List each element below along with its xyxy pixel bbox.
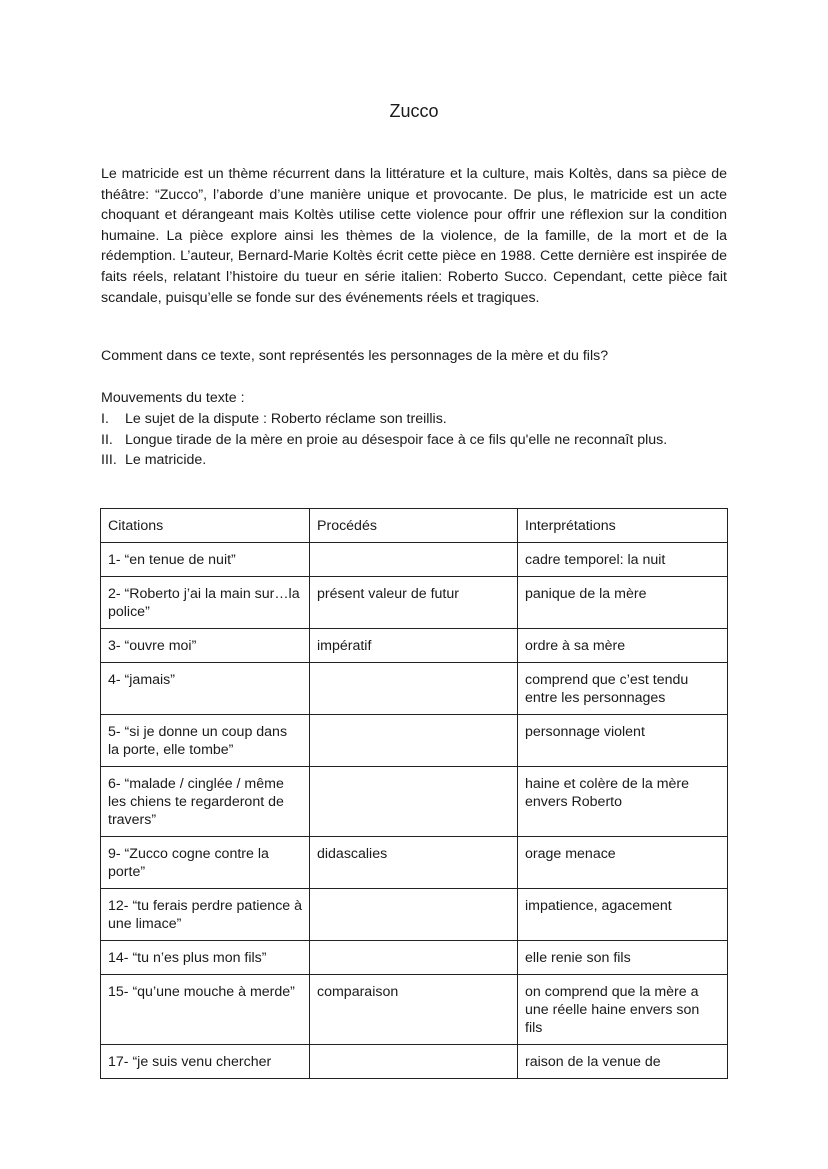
cell-citation: 3- “ouvre moi” xyxy=(101,629,310,663)
movement-number: II. xyxy=(101,431,113,448)
cell-citation: 15- “qu’une mouche à merde” xyxy=(101,975,310,1045)
cell-procede xyxy=(310,543,518,577)
table-row xyxy=(101,767,728,837)
movement-item xyxy=(101,450,667,471)
movement-text: Le matricide. xyxy=(125,452,207,469)
cell-citation: 17- “je suis venu chercher xyxy=(101,1045,310,1079)
cell-procede: impératif xyxy=(310,629,518,663)
cell-interpretation: elle renie son fils xyxy=(518,941,728,975)
cell-citation: 14- “tu n’es plus mon fils” xyxy=(101,941,310,975)
cell-citation: 2- “Roberto j’ai la main sur…la police” xyxy=(101,577,310,629)
table-row xyxy=(101,577,728,629)
intro-paragraph: Le matricide est un thème récurrent dans la littérature et la culture, mais Koltès, dans sa pièce de théâtre: “Zucco”, l’aborde d’une manière unique et provocante. De plus, le matricide est un acte choquant et dérangeant mais Koltès utilise cette violence pour offrir une réflexion sur la condition humaine. La pièce explore ainsi les thèmes de la violence, de la famille, de la mort et de la rédemption. L’auteur, Bernard-Marie Koltès écrit cette pièce en 1988. Cette dernière est inspirée de faits réels, relatant l’histoire du tueur en série italien: Roberto Succo. Cependant, cette pièce fait scandale, puisqu’elle se fonde sur des événements réels et tragiques. xyxy=(101,166,727,306)
cell-interpretation: on comprend que la mère a une réelle haine envers son fils xyxy=(518,975,728,1045)
cell-interpretation: personnage violent xyxy=(518,715,728,767)
table-row xyxy=(101,889,728,941)
movement-number: III. xyxy=(101,452,117,469)
header-citations: Citations xyxy=(101,509,310,543)
cell-procede xyxy=(310,663,518,715)
cell-interpretation: cadre temporel: la nuit xyxy=(518,543,728,577)
cell-citation: 6- “malade / cinglée / même les chiens te regarderont de travers” xyxy=(101,767,310,837)
analysis-table xyxy=(100,508,728,1079)
table-row xyxy=(101,543,728,577)
cell-interpretation: raison de la venue de xyxy=(518,1045,728,1079)
cell-interpretation: ordre à sa mère xyxy=(518,629,728,663)
table-row xyxy=(101,941,728,975)
table-row xyxy=(101,837,728,889)
movements-title: Mouvements du texte : xyxy=(101,390,245,406)
movement-item xyxy=(101,430,667,451)
problematic-question: Comment dans ce texte, sont représentés les personnages de la mère et du fils? xyxy=(101,348,609,364)
cell-citation: 9- “Zucco cogne contre la porte” xyxy=(101,837,310,889)
cell-interpretation: orage menace xyxy=(518,837,728,889)
cell-procede: présent valeur de futur xyxy=(310,577,518,629)
cell-citation: 5- “si je donne un coup dans la porte, elle tombe” xyxy=(101,715,310,767)
movement-text: Le sujet de la dispute : Roberto réclame son treillis. xyxy=(125,411,447,427)
table-row xyxy=(101,663,728,715)
cell-interpretation: impatience, agacement xyxy=(518,889,728,941)
cell-procede: comparaison xyxy=(310,975,518,1045)
cell-procede xyxy=(310,1045,518,1079)
movements-list xyxy=(101,409,667,471)
cell-procede xyxy=(310,889,518,941)
cell-interpretation: comprend que c’est tendu entre les personnages xyxy=(518,663,728,715)
cell-procede: didascalies xyxy=(310,837,518,889)
cell-procede xyxy=(310,767,518,837)
movement-number: I. xyxy=(101,411,109,427)
cell-citation: 12- “tu ferais perdre patience à une limace” xyxy=(101,889,310,941)
cell-procede xyxy=(310,941,518,975)
table-row xyxy=(101,1045,728,1079)
header-interpretations: Interprétations xyxy=(518,509,728,543)
header-procedes: Procédés xyxy=(310,509,518,543)
cell-procede xyxy=(310,715,518,767)
cell-citation: 1- “en tenue de nuit” xyxy=(101,543,310,577)
table-header-row xyxy=(101,509,728,543)
page-title: Zucco xyxy=(389,101,439,121)
cell-citation: 4- “jamais” xyxy=(101,663,310,715)
cell-interpretation: haine et colère de la mère envers Roberto xyxy=(518,767,728,837)
table-row xyxy=(101,975,728,1045)
cell-interpretation: panique de la mère xyxy=(518,577,728,629)
table-row xyxy=(101,715,728,767)
movement-text: Longue tirade de la mère en proie au désespoir face à ce fils qu'elle ne reconnaît plus. xyxy=(125,431,668,448)
movement-item xyxy=(101,409,667,430)
table-row xyxy=(101,629,728,663)
